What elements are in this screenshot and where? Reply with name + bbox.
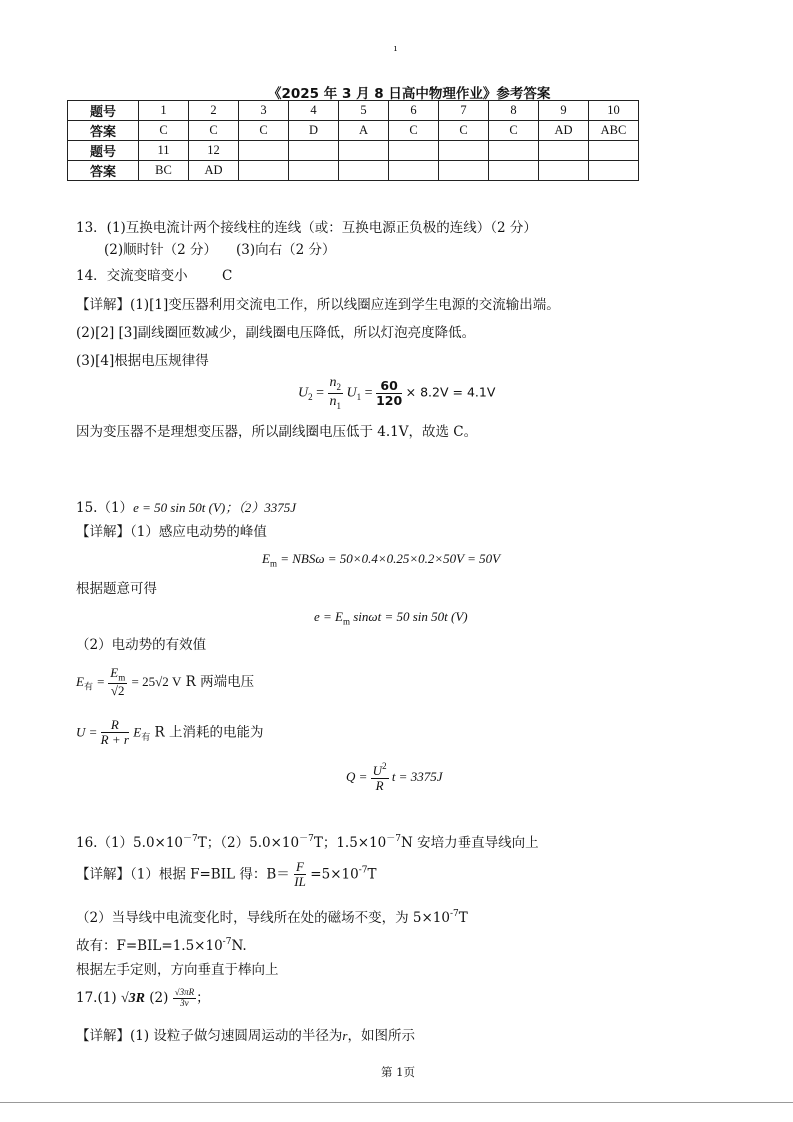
question-number bbox=[439, 141, 489, 161]
answer-cell: C bbox=[439, 121, 489, 141]
answer-cell: D bbox=[289, 121, 339, 141]
q16-detail-1: 【详解】（1）根据 F=BIL 得：B＝ $\frac{F}{IL}$ $=5\times 10^{-7}T$ bbox=[76, 859, 377, 890]
answer-cell bbox=[489, 161, 539, 181]
question-number: 5 bbox=[339, 101, 389, 121]
q14-conclusion: 因为变压器不是理想变压器，所以副线圈电压低于 4.1V，故选 C。 bbox=[76, 424, 478, 440]
question-number: 7 bbox=[439, 101, 489, 121]
header-mark: ı bbox=[394, 44, 397, 54]
question-number bbox=[539, 141, 589, 161]
page-footer: 第 1页 bbox=[381, 1065, 415, 1079]
q15-equation-1: $E_m = NBS\omega = 50\times 0.4\times 0.25\times 0.2\times 50V = 50V$ bbox=[262, 551, 501, 569]
question-row-1 bbox=[68, 101, 639, 121]
q15-equation-5: Q = $\frac{U^2}{R}$ t = 3375J bbox=[346, 761, 443, 794]
question-number: 9 bbox=[539, 101, 589, 121]
row-label-question: 题号 bbox=[68, 141, 139, 161]
answer-cell: C bbox=[139, 121, 189, 141]
q16-answer: $16.(1)5.0\times 10^{-7}T$；$(2)5.0\times 10^{-7}T$；$1.5\times 10^{-7}N$ 安培力垂直导线向上 bbox=[76, 834, 539, 851]
question-row-2 bbox=[68, 141, 639, 161]
answer-cell: BC bbox=[139, 161, 189, 181]
question-number: 11 bbox=[139, 141, 189, 161]
answer-cell: AD bbox=[189, 161, 239, 181]
q14-answer: 14．交流变暗变小 bbox=[76, 268, 188, 284]
q13-answer-part3: (3)向右（2 分） bbox=[236, 242, 336, 258]
question-number bbox=[239, 141, 289, 161]
row-label-answer: 答案 bbox=[68, 121, 139, 141]
q17-answer: 17.(1) √3R (2) $\frac{√3\pi R}{3v}$ ； bbox=[76, 987, 210, 1008]
page-bottom-divider bbox=[0, 1102, 793, 1103]
answer-cell: ABC bbox=[589, 121, 639, 141]
question-number bbox=[339, 141, 389, 161]
q16-detail-4: 根据左手定则，方向垂直于棒向上 bbox=[76, 962, 279, 978]
q16-detail-3: 故有：$F=BIL=1.5\times 10^{-7}N$. bbox=[76, 937, 247, 954]
row-label-question: 题号 bbox=[68, 101, 139, 121]
q14-equation: $U_2$ = $\frac{n_2}{n_1}$ $U_1$ = $\frac{60}{120}$ × 8.2V = 4.1V bbox=[298, 375, 496, 411]
row-label-answer: 答案 bbox=[68, 161, 139, 181]
question-number: 12 bbox=[189, 141, 239, 161]
q14-detail-1: 【详解】(1)[1]变压器利用交流电工作，所以线圈应连到学生电源的交流输出端。 bbox=[76, 297, 560, 313]
answer-table bbox=[67, 100, 639, 181]
answer-cell: AD bbox=[539, 121, 589, 141]
question-number: 3 bbox=[239, 101, 289, 121]
q13-answer-line1: 13．(1)互换电流计两个接线柱的连线（或：互换电源正负极的连线）（2 分） bbox=[76, 220, 537, 236]
question-number bbox=[589, 141, 639, 161]
question-number: 1 bbox=[139, 101, 189, 121]
answer-cell: C bbox=[189, 121, 239, 141]
q15-answer: 15.（1）e = 50 sin 50t (V)；（2）3375J bbox=[76, 500, 297, 516]
answer-cell bbox=[339, 161, 389, 181]
q13-answer-part2: (2)顺时针（2 分） bbox=[104, 242, 218, 258]
question-number bbox=[289, 141, 339, 161]
answer-cell bbox=[589, 161, 639, 181]
answer-cell bbox=[289, 161, 339, 181]
q15-text-3: （2）电动势的有效值 bbox=[76, 637, 207, 653]
question-number: 8 bbox=[489, 101, 539, 121]
answer-row-2 bbox=[68, 161, 639, 181]
q14-answer-choice: C bbox=[222, 268, 233, 284]
answer-cell: C bbox=[239, 121, 289, 141]
answer-row-1 bbox=[68, 121, 639, 141]
question-number: 10 bbox=[589, 101, 639, 121]
question-number bbox=[489, 141, 539, 161]
answer-cell bbox=[539, 161, 589, 181]
question-number: 4 bbox=[289, 101, 339, 121]
page-title: 《2025 年 3 月 8 日高中物理作业》参考答案 bbox=[268, 86, 551, 102]
answer-cell bbox=[439, 161, 489, 181]
q15-equation-3: $E_有$ = $\frac{E_m}{√2}$ = 25√2 V R 两端电压 bbox=[76, 665, 255, 699]
q15-detail-1: 【详解】（1）感应电动势的峰值 bbox=[76, 524, 267, 540]
q15-equation-4: U = $\frac{R}{R + r}$ $E_有$ R 上消耗的电能为 bbox=[76, 717, 264, 748]
question-number: 6 bbox=[389, 101, 439, 121]
answer-cell bbox=[389, 161, 439, 181]
q17-detail-1: 【详解】(1) 设粒子做匀速圆周运动的半径为r，如图所示 bbox=[76, 1028, 415, 1044]
answer-cell: C bbox=[389, 121, 439, 141]
q14-detail-2: (2)[2] [3]副线圈匝数减少，副线圈电压降低，所以灯泡亮度降低。 bbox=[76, 325, 476, 341]
q15-text-2: 根据题意可得 bbox=[76, 581, 157, 597]
answer-cell: A bbox=[339, 121, 389, 141]
answer-cell bbox=[239, 161, 289, 181]
q16-detail-2: （2）当导线中电流变化时，导线所在处的磁场不变，为 $5\times 10^{-7}T$ bbox=[76, 909, 468, 926]
answer-cell: C bbox=[489, 121, 539, 141]
q14-detail-3: (3)[4]根据电压规律得 bbox=[76, 353, 209, 369]
question-number: 2 bbox=[189, 101, 239, 121]
question-number bbox=[389, 141, 439, 161]
q15-equation-2: $e = E_m$ sinωt = 50 sin 50t (V) bbox=[314, 609, 468, 627]
